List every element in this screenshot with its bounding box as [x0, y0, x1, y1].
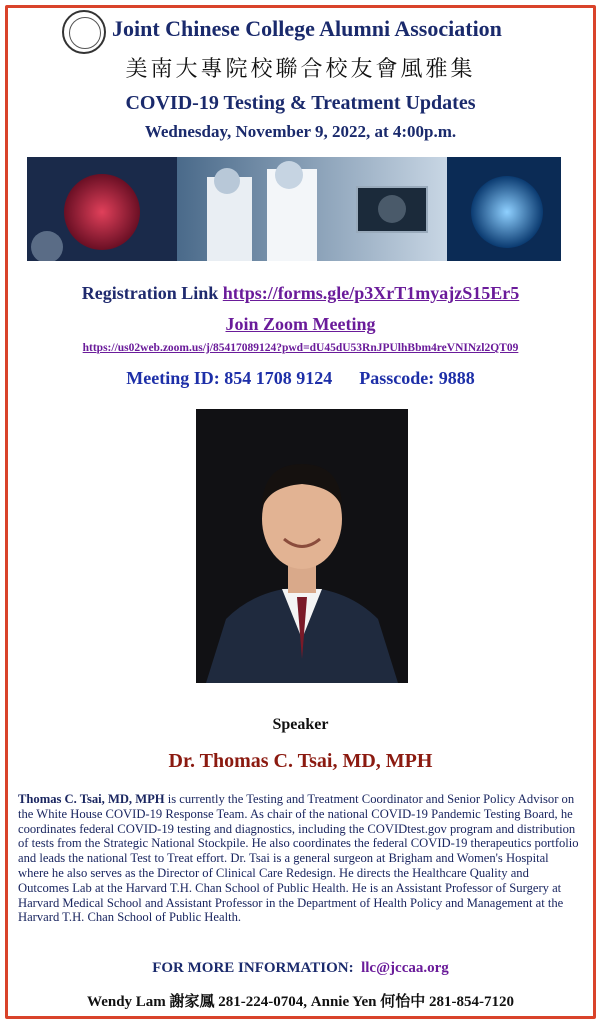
registration-link[interactable]: https://forms.gle/p3XrT1myajzS15Er5: [222, 283, 520, 303]
passcode-value: 9888: [438, 368, 475, 388]
more-info-label: FOR MORE INFORMATION:: [152, 960, 354, 976]
bio-text: is currently the Testing and Treatment Coordinator and Senior Policy Advisor on the White House COVID-19 Response Team. As chair of the national COVID-19 Pandemic Testing Board, he coordinates federal COVID-19 testing and diagnostics, including the COVIDtest.gov program and distribution of tests from the Strategic National Stockpile. He also coordinates the federal COVID-19 therapeutics portfolio and leads the national Test to Treat effort. Dr. Tsai is a general surgeon at Brigham and Women's Hospital where he also serves as the Director of Clinical Care Redesign. He directs the Healthcare Quality and Outcomes Lab at the Harvard T.H. Chan School of Public Health. He is an Assistant Professor of Surgery at Harvard Medical School and Assistant Professor in the Department of Health Policy and Management at the Harvard T.H. Chan School of Public Health.: [18, 792, 579, 925]
registration-line: [0, 283, 601, 304]
event-title: COVID-19 Testing & Treatment Updates: [125, 92, 476, 114]
registration-label: Registration Link: [81, 283, 219, 303]
contact-people: Wendy Lam 謝家鳳 281-224-0704, Annie Yen 何怡中 281-854-7120: [87, 994, 514, 1010]
join-zoom-link[interactable]: Join Zoom Meeting: [225, 314, 376, 334]
zoom-join-line: [0, 314, 601, 335]
more-info-line: [0, 960, 601, 977]
covid-banner-image: [27, 157, 561, 261]
meeting-details: [0, 368, 601, 389]
association-logo: [62, 10, 106, 54]
event-date: Wednesday, November 9, 2022, at 4:00p.m.: [144, 122, 457, 141]
meeting-id-value: 854 1708 9124: [224, 368, 333, 388]
speaker-photo: [196, 409, 408, 683]
contact-email-link[interactable]: llc@jccaa.org: [361, 960, 449, 976]
zoom-url-link[interactable]: https://us02web.zoom.us/j/85417089124?pwd=dU45dU53RnJPUlhBbm4reVNINzl2QT09: [82, 342, 519, 354]
zoom-url-line: [0, 342, 601, 354]
chinese-title: 美南大專院校聯合校友會風雅集: [125, 57, 476, 82]
meeting-id-label: Meeting ID:: [126, 368, 220, 388]
speaker-name: Dr. Thomas C. Tsai, MD, MPH: [168, 750, 433, 772]
speaker-bio: [18, 792, 581, 925]
bio-lead: Thomas C. Tsai, MD, MPH: [18, 792, 165, 806]
org-title: Joint Chinese College Alumni Association: [112, 16, 502, 41]
passcode-label: Passcode:: [359, 368, 435, 388]
speaker-label: Speaker: [272, 716, 329, 733]
